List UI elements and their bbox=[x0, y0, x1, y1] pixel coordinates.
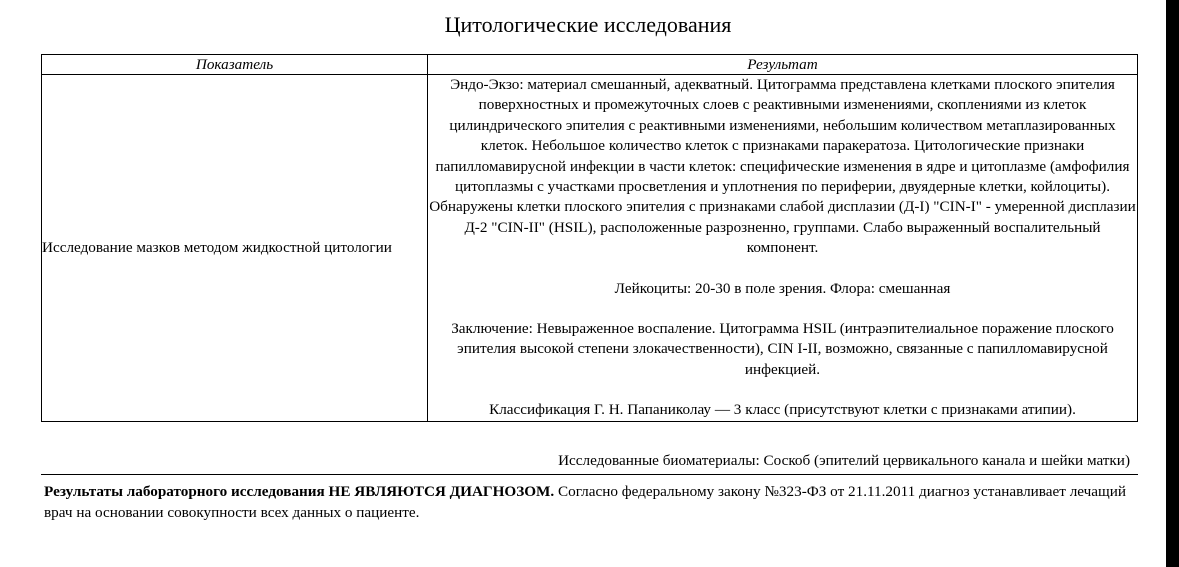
biomaterials-note: Исследованные биоматериалы: Соскоб (эпителий цервикального канала и шейки матки) bbox=[558, 452, 1130, 469]
disclaimer-text: Согласно федеральному закону №323-ФЗ от 21.11.2011 диагноз устанавливает лечащий врач на основании совокупности всех данных о пациенте. bbox=[44, 483, 1126, 521]
right-edge-border bbox=[1166, 0, 1179, 567]
indicator-cell: Исследование мазков методом жидкостной цитологии bbox=[42, 75, 428, 422]
divider bbox=[41, 474, 1138, 475]
results-table bbox=[41, 54, 1138, 422]
result-classification: Классификация Г. Н. Папаниколау — 3 класс (присутствуют клетки с признаками атипии). bbox=[489, 401, 1076, 419]
table-row bbox=[42, 75, 1138, 422]
header-result: Результат bbox=[428, 55, 1138, 75]
result-cell bbox=[428, 75, 1138, 422]
page-title: Цитологические исследования bbox=[444, 12, 732, 37]
table-header-row bbox=[42, 55, 1138, 75]
disclaimer-bold: Результаты лабораторного исследования НЕ ЯВЛЯЮТСЯ ДИАГНОЗОМ. bbox=[44, 483, 555, 500]
disclaimer bbox=[44, 481, 1138, 523]
result-conclusion: Заключение: Невыраженное воспаление. Цитограмма HSIL (интраэпителиальное поражение плоского эпителия высокой степени злокачественности), CIN I-II, возможно, связанные с папилломавирусной инфекцией. bbox=[451, 320, 1114, 378]
header-indicator: Показатель bbox=[42, 55, 428, 75]
result-description: Эндо-Экзо: материал смешанный, адекватный. Цитограмма представлена клетками плоского эпителия поверхностных и промежуточных слоев с реактивными изменениями, скоплениями из клеток цилиндрического эпителия с реактивными изменениями, небольшим количеством метаплазированных клеток. Небольшое количество клеток с признаками паракератоза. Цитологические признаки папилломавирусной инфекции в части клеток: специфические изменения в ядре и цитоплазме (амфофилия цитоплазмы с участками просветления и уплотнения по периферии, двуядерные клетки, койлоциты). Обнаружены клетки плоского эпителия с признаками слабой дисплазии (Д-I) "CIN-I" - умеренной дисплазии Д-2 "CIN-II" (HSIL), расположенные разрозненно, группами. Слабо выраженный воспалительный компонент. bbox=[429, 76, 1136, 257]
result-leukocytes: Лейкоциты: 20-30 в поле зрения. Флора: смешанная bbox=[614, 279, 951, 297]
